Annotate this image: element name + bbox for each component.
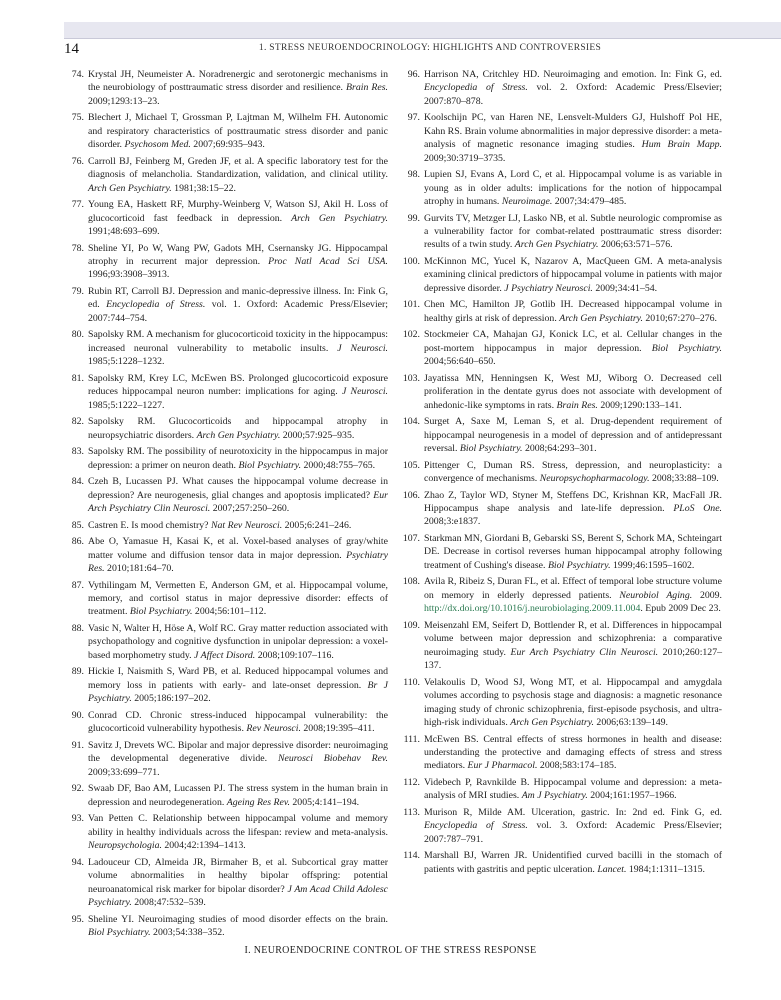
reference-item [64, 445, 388, 472]
reference-journal: Arch Gen Psychiatry. [196, 429, 281, 441]
reference-journal: Nat Rev Neurosci. [210, 519, 283, 531]
reference-number: 91. [71, 739, 84, 751]
reference-number: 86. [71, 536, 84, 548]
section-footer: I. NEUROENDOCRINE CONTROL OF THE STRESS RESPONSE [244, 945, 537, 956]
reference-citation: 1985;5:1228–1232. [88, 356, 165, 368]
reference-number: 107. [402, 533, 420, 545]
reference-journal: Eur J Pharmacol. [467, 760, 538, 772]
reference-number: 81. [71, 372, 84, 384]
reference-authors-title: Jayatissa MN, Henningsen K, West MJ, Wiborg O. Decreased cell proliferation in the dentate gyrus does not associate with development of anhedonic-like symptoms in rats. [424, 372, 722, 411]
reference-number: 112. [403, 776, 420, 788]
reference-item [398, 676, 722, 730]
reference-authors-title: Marshall BJ, Warren JR. Unidentified curved bacilli in the stomach of patients with gastritis and peptic ulceration. [424, 850, 722, 875]
reference-authors-title: Koolschijn PC, van Haren NE, Lensvelt-Mulders GJ, Hulshoff Pol HE, Kahn RS. Brain volume abnormalities in major depressive disorder: a meta-analysis of magnetic resonance imaging studies. [424, 112, 722, 151]
reference-journal: Neuropsychopharmacology. [539, 473, 650, 485]
reference-citation: 2000;57:925–935. [280, 429, 355, 441]
reference-citation: 2004;56:101–112. [192, 606, 267, 618]
reference-citation: 2009. [692, 589, 722, 601]
reference-item [398, 733, 722, 773]
reference-doi-link[interactable]: http://dx.doi.org/10.1016/j.neurobiolaging.2009.11.004 [424, 603, 641, 615]
reference-journal: Eur Arch Psychiatry Clin Neurosci. [510, 646, 659, 658]
reference-number: 98. [407, 169, 420, 181]
reference-citation: 2008;19:395–411. [300, 723, 375, 735]
reference-authors-title: Vasic N, Walter H, Höse A, Wolf RC. Gray matter reduction associated with psychopathology and cognitive dysfunction in unipolar depression: a voxel-based morphometry study. [88, 623, 388, 661]
reference-number: 114. [403, 850, 420, 862]
reference-number: 83. [71, 446, 84, 458]
reference-number: 101. [402, 299, 420, 311]
reference-authors-title: Sapolsky RM, Krey LC, McEwen BS. Prolonged glucocorticoid exposure reduces hippocampal neuron number: implications for aging. [88, 372, 388, 398]
reference-citation: 1985;5:1222–1227. [88, 399, 165, 411]
reference-authors-title: Avila R, Ribeiz S, Duran FL, et al. Effect of temporal lobe structure volume on memory in elderly depressed patients. [424, 576, 722, 601]
reference-journal: Am J Psychiatry. [521, 790, 588, 802]
reference-journal: Arch Gen Psychiatry. [510, 716, 594, 728]
reference-item [64, 155, 388, 195]
reference-authors-title: Krystal JH, Neumeister A. Noradrenergic and serotonergic mechanisms in the neurobiology of posttraumatic stress disorder and resilience. [88, 69, 388, 94]
reference-citation: 1981;38:15–22. [171, 182, 236, 194]
reference-journal: Biol Psychiatry. [238, 459, 302, 471]
reference-authors-title: Castren E. Is mood chemistry? [88, 519, 211, 531]
reference-journal: Arch Gen Psychiatry. [514, 239, 599, 251]
reference-item [398, 575, 722, 615]
reference-item [398, 212, 722, 252]
reference-item [398, 532, 722, 572]
reference-journal: J Neurosci. [337, 342, 388, 354]
reference-number: 90. [71, 709, 84, 721]
reference-item [64, 68, 388, 108]
reference-journal: Neurosci Biobehav Rev. [277, 753, 389, 765]
reference-item [64, 519, 388, 532]
reference-number: 88. [71, 623, 84, 635]
reference-item [64, 198, 388, 238]
reference-item [64, 242, 388, 282]
reference-authors-title: McKinnon MC, Yucel K, Nazarov A, MacQueen GM. A meta-analysis examining clinical predictors of hippocampal volume in patients with major depressive disorder. [424, 256, 722, 294]
reference-epub-note: . Epub 2009 Dec 23. [640, 603, 721, 615]
header-band [64, 22, 781, 39]
reference-number: 106. [402, 489, 420, 501]
reference-journal: Biol Psychiatry. [459, 443, 523, 455]
reference-journal: J Neurosci. [341, 386, 388, 398]
reference-item [398, 619, 722, 673]
reference-citation: 2008;47:532–539. [131, 896, 206, 908]
reference-journal: J Affect Disord. [194, 649, 256, 661]
reference-number: 76. [71, 155, 84, 167]
reference-number: 104. [402, 416, 420, 428]
reference-journal: Eur Arch Psychiatry Clin Neurosci. [88, 489, 388, 515]
reference-item [398, 298, 722, 325]
reference-item [64, 415, 388, 442]
reference-citation: 2006;63:139–149. [593, 716, 669, 728]
reference-number: 79. [71, 286, 84, 298]
reference-number: 95. [71, 913, 84, 925]
reference-number: 85. [71, 519, 84, 531]
reference-citation: 2007;257:250–260. [210, 503, 290, 515]
reference-number: 74. [71, 69, 84, 80]
reference-item [64, 856, 388, 910]
reference-journal: Psychiatry Res. [88, 549, 388, 575]
reference-citation: 2008;3:e1837. [424, 516, 481, 528]
reference-journal: Proc Natl Acad Sci USA. [268, 256, 388, 268]
reference-citation: 2009;1290:133–141. [597, 399, 682, 411]
reference-authors-title: Chen MC, Hamilton JP, Gotlib IH. Decreased hippocampal volume in healthy girls at risk of depression. [424, 299, 722, 324]
reference-authors-title: Czeh B, Lucassen PJ. What causes the hippocampal volume decrease in depression? Are neurogenesis, glial changes and apoptosis implicated? [88, 476, 388, 501]
reference-item [398, 328, 722, 368]
reference-citation: 2009;1293:13–23. [88, 95, 160, 107]
reference-number: 84. [71, 476, 84, 488]
reference-item [398, 68, 722, 108]
reference-journal: Neurobiol Aging. [619, 589, 693, 601]
reference-authors-title: Carroll BJ, Feinberg M, Greden JF, et al. A specific laboratory test for the diagnosis of melancholia. Standardization, validation, and clinical utility. [88, 155, 388, 181]
reference-authors-title: Harrison NA, Critchley HD. Neuroimaging and emotion. In: Fink G, ed. [424, 69, 722, 80]
reference-authors-title: Vythilingam M, Vermetten E, Anderson GM, et al. Hippocampal volume, memory, and cortisol status in major depressive disorder: effects of treatment. [88, 579, 388, 618]
reference-item [64, 372, 388, 412]
reference-citation: 2006;63:571–576. [598, 239, 673, 251]
reference-authors-title: Surget A, Saxe M, Leman S, et al. Drug-dependent requirement of hippocampal neurogenesis in a model of depression and of antidepressant reversal. [424, 416, 722, 455]
reference-number: 92. [71, 783, 84, 795]
reference-authors-title: Hickie I, Naismith S, Ward PB, et al. Reduced hippocampal volumes and memory loss in patients with early- and late-onset depression. [88, 666, 388, 691]
reference-citation: vol. 3. Oxford: Academic Press/Elsevier; 2007:787–791. [424, 820, 722, 845]
reference-number: 100. [402, 256, 420, 268]
references-right-column [398, 68, 722, 879]
reference-citation: 2009;33:699–771. [88, 766, 160, 778]
reference-number: 111. [403, 733, 420, 745]
reference-authors-title: Pittenger C, Duman RS. Stress, depression, and neuroplasticity: a convergence of mechanisms. [424, 459, 722, 485]
reference-journal: Neuropsychologia. [88, 840, 162, 852]
reference-journal: Lancet. [597, 863, 627, 875]
reference-item [398, 489, 722, 529]
reference-item [398, 849, 722, 876]
reference-authors-title: Savitz J, Drevets WC. Bipolar and major depressive disorder: neuroimaging the developmental degenerative divide. [88, 739, 388, 765]
reference-citation: 2004;42:1394–1413. [161, 840, 246, 852]
reference-citation: 2008;583:174–185. [537, 760, 617, 772]
reference-journal: Brain Res. [346, 82, 388, 94]
reference-number: 109. [402, 619, 420, 631]
reference-journal: Arch Gen Psychiatry. [88, 182, 172, 194]
reference-number: 99. [407, 212, 420, 224]
reference-citation: 2005;6:241–246. [282, 519, 352, 531]
reference-citation: 2007;69:935–943. [190, 139, 265, 151]
reference-authors-title: Swaab DF, Bao AM, Lucassen PJ. The stress system in the human brain in depression and neurodegeneration. [88, 783, 388, 808]
reference-journal: Biol Psychiatry. [547, 559, 611, 571]
reference-authors-title: Murison R, Milde AM. Ulceration, gastric. In: 2nd ed. Fink G, ed. [424, 806, 722, 818]
reference-journal: Psychosom Med. [124, 139, 191, 151]
reference-citation: vol. 2. Oxford: Academic Press/Elsevier; 2007:870–878. [424, 82, 722, 107]
reference-citation: 2000;48:755–765. [301, 459, 376, 471]
reference-authors-title: Zhao Z, Taylor WD, Styner M, Steffens DC, Krishnan KR, MacFall JR. Hippocampus shape analysis and late-life depression. [424, 489, 722, 515]
reference-number: 110. [403, 676, 420, 688]
reference-item [64, 913, 388, 940]
reference-number: 78. [71, 242, 84, 254]
reference-authors-title: Starkman MN, Giordani B, Gebarski SS, Berent S, Schork MA, Schteingart DE. Decrease in cortisol reverses human hippocampal atrophy following treatment of Cushing's disease. [424, 533, 722, 571]
reference-citation: 2009;34:41–54. [592, 282, 658, 294]
reference-item [64, 579, 388, 619]
reference-item [398, 111, 722, 165]
reference-item [398, 459, 722, 486]
reference-citation: 2008;33:88–109. [649, 473, 719, 485]
reference-journal: Rev Neurosci. [246, 723, 301, 735]
reference-citation: 1984;1:1311–1315. [626, 863, 705, 875]
reference-number: 80. [71, 329, 84, 341]
reference-citation: vol. 1. Oxford: Academic Press/Elsevier; 2007:744–754. [88, 299, 388, 324]
reference-authors-title: Sapolsky RM. The possibility of neurotoxicity in the hippocampus in major depression: a primer on neuron death. [88, 446, 388, 471]
reference-item [398, 806, 722, 846]
reference-authors-title: Videbech P, Ravnkilde B. Hippocampal volume and depression: a meta-analysis of MRI studies. [424, 776, 722, 802]
reference-citation: 1999;46:1595–1602. [610, 559, 695, 571]
reference-journal: Hum Brain Mapp. [641, 139, 722, 151]
reference-authors-title: Blechert J, Michael T, Grossman P, Lajtman M, Wilhelm FH. Autonomic and respiratory characteristics of posttraumatic stress disorder and panic disorder. [88, 112, 388, 151]
reference-item [64, 111, 388, 151]
reference-journal: Biol Psychiatry. [129, 606, 193, 618]
reference-authors-title: Van Petten C. Relationship between hippocampal volume and memory ability in healthy individuals across the lifespan: review and meta-analysis. [88, 813, 388, 838]
reference-item [64, 475, 388, 515]
reference-authors-title: McEwen BS. Central effects of stress hormones in health and disease: understanding the protective and damaging effects of stress and stress mediators. [424, 733, 722, 772]
reference-item [64, 535, 388, 575]
reference-item [398, 415, 722, 455]
reference-journal: Biol Psychiatry. [651, 342, 722, 354]
reference-number: 75. [71, 112, 84, 124]
reference-journal: Encyclopedia of Stress. [424, 820, 528, 832]
reference-number: 94. [71, 856, 84, 868]
reference-journal: Brain Res. [556, 399, 598, 411]
reference-citation: 2005;4:141–194. [289, 796, 360, 808]
reference-journal: J Psychiatry Neurosci. [504, 282, 593, 294]
reference-citation: 2008;109:107–116. [255, 649, 334, 661]
reference-citation: 1991;48:693–699. [88, 226, 160, 238]
reference-citation: 2004;161:1957–1966. [587, 790, 677, 802]
reference-number: 93. [71, 813, 84, 825]
reference-authors-title: Abe O, Yamasue H, Kasai K, et al. Voxel-based analyses of gray/white matter volume and diffusion tensor data in major depression. [88, 536, 388, 561]
reference-citation: 1996;93:3908–3913. [88, 269, 170, 281]
reference-authors-title: Velakoulis D, Wood SJ, Wong MT, et al. Hippocampal and amygdala volumes according to psychosis stage and diagnosis: a magnetic resonance imaging study of chronic schizophrenia, first-episode psychosis, and ultra-high-risk individuals. [424, 676, 722, 728]
reference-number: 102. [402, 329, 420, 341]
reference-number: 113. [403, 806, 420, 818]
reference-authors-title: Sapolsky RM. Glucocorticoids and hippocampal atrophy in neuropsychiatric disorders. [88, 416, 388, 441]
page-number: 14 [64, 41, 79, 57]
reference-journal: Encyclopedia of Stress. [424, 82, 528, 94]
reference-authors-title: Gurvits TV, Metzger LJ, Lasko NB, et al. Subtle neurologic compromise as a vulnerability factor for combat-related posttraumatic stress disorder: results of a twin study. [424, 212, 722, 251]
reference-item [64, 622, 388, 662]
reference-citation: 2007;34:479–485. [552, 196, 627, 208]
reference-number: 77. [71, 199, 84, 211]
reference-citation: 2010;181:64–70. [104, 563, 174, 575]
reference-journal: Neuroimage. [501, 196, 553, 208]
reference-authors-title: Rubin RT, Carroll BJ. Depression and manic-depressive illness. In: Fink G, ed. [88, 286, 388, 311]
reference-item [398, 372, 722, 412]
reference-citation: 2003;54:338–352. [150, 926, 225, 938]
reference-authors-title: Lupien SJ, Evans A, Lord C, et al. Hippocampal volume is as variable in young as in older adults: implications for the notion of hippocampal atrophy in humans. [424, 169, 722, 208]
reference-journal: Arch Gen Psychiatry. [291, 212, 388, 224]
reference-number: 103. [402, 372, 420, 384]
reference-authors-title: Ladouceur CD, Almeida JR, Birmaher B, et al. Subcortical gray matter volume abnormalities in healthy bipolar offspring: potential neuroanatomical risk marker for bipolar disorder? [88, 856, 388, 895]
reference-number: 82. [71, 416, 84, 428]
reference-item [64, 328, 388, 368]
reference-authors-title: Sapolsky RM. A mechanism for glucocorticoid toxicity in the hippocampus: increased neuronal vulnerability to metabolic insults. [88, 329, 388, 354]
reference-authors-title: Young EA, Haskett RF, Murphy-Weinberg V, Watson SJ, Akil H. Loss of glucocorticoid fast feedback in depression. [88, 199, 388, 224]
reference-number: 96. [407, 69, 420, 80]
reference-journal: Arch Gen Psychiatry. [559, 312, 643, 324]
reference-citation: 2005;186:197–202. [131, 693, 211, 705]
reference-item [398, 776, 722, 803]
reference-authors-title: Stockmeier CA, Mahajan GJ, Konick LC, et al. Cellular changes in the post-mortem hippocampus in major depression. [424, 329, 722, 354]
reference-citation: 2010;260:127–137. [424, 646, 723, 672]
reference-item [64, 812, 388, 852]
reference-citation: 2008;64:293–301. [522, 443, 597, 455]
reference-citation: 2010;67:270–276. [642, 312, 717, 324]
reference-item [398, 168, 722, 208]
reference-number: 108. [402, 576, 420, 588]
reference-authors-title: Conrad CD. Chronic stress-induced hippocampal vulnerability: the glucocorticoid vulnerability hypothesis. [88, 709, 388, 735]
reference-number: 105. [402, 459, 420, 471]
reference-citation: 2009;30:3719–3735. [424, 152, 506, 164]
reference-number: 97. [407, 112, 420, 124]
references-left-column [64, 68, 388, 943]
reference-journal: Encyclopedia of Stress. [106, 299, 206, 311]
reference-item [64, 782, 388, 809]
reference-citation: 2004;56:640–650. [424, 356, 496, 368]
running-title: 1. STRESS NEUROENDOCRINOLOGY: HIGHLIGHTS AND CONTROVERSIES [258, 43, 602, 53]
reference-item [64, 285, 388, 325]
reference-journal: PLoS One. [673, 503, 723, 515]
reference-number: 87. [71, 579, 84, 591]
reference-item [64, 665, 388, 705]
reference-authors-title: Sheline YI. Neuroimaging studies of mood disorder effects on the brain. [88, 913, 388, 925]
reference-number: 89. [71, 666, 84, 678]
reference-journal: Ageing Res Rev. [226, 796, 290, 808]
reference-item [64, 739, 388, 779]
reference-authors-title: Sheline YI, Po W, Wang PW, Gadots MH, Csernansky JG. Hippocampal atrophy in recurrent major depression. [88, 242, 388, 268]
reference-item [398, 255, 722, 295]
reference-authors-title: Meisenzahl EM, Seifert D, Bottlender R, et al. Differences in hippocampal volume between major depression and schizophrenia: a comparative neuroimaging study. [424, 619, 722, 658]
reference-journal: J Am Acad Child Adolesc Psychiatry. [88, 883, 389, 908]
reference-journal: Biol Psychiatry. [88, 926, 151, 938]
reference-journal: Br J Psychiatry. [88, 679, 388, 705]
reference-item [64, 709, 388, 736]
